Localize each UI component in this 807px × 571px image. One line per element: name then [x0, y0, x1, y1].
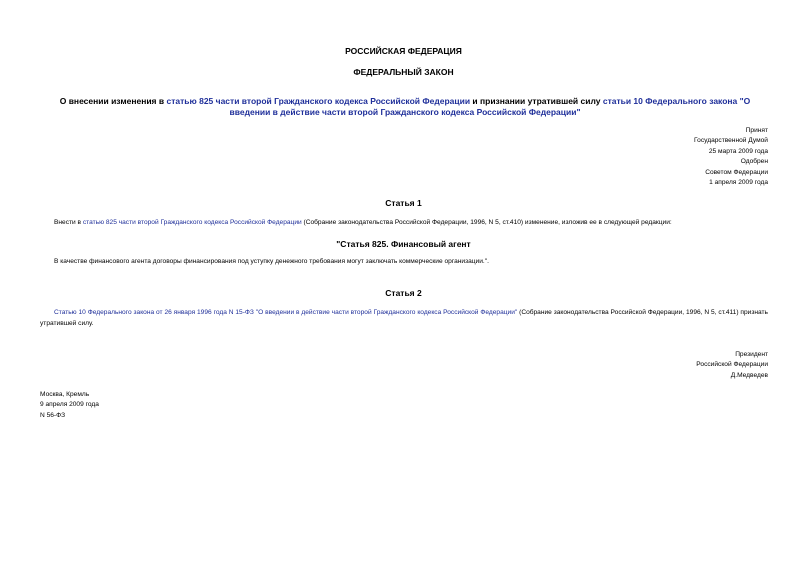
- doc-type-heading: ФЕДЕРАЛЬНЫЙ ЗАКОН: [353, 67, 454, 77]
- footer-number: N 56-ФЗ: [40, 411, 66, 419]
- adopted-label: Принят: [745, 127, 768, 134]
- signature-country: Российской Федерации: [696, 361, 768, 369]
- approved-label: Одобрен: [740, 158, 768, 166]
- article2-text-after: (Собрание законодательства Российской Федерации, 1996, N 5, ст.411) признать утратившей силу.: [40, 309, 768, 327]
- article2-text: [40, 308, 768, 329]
- adopted-by: Государственной Думой: [694, 137, 768, 145]
- approved-date: 1 апреля 2009 года: [709, 179, 768, 187]
- adopted-date: 25 марта 2009 года: [708, 147, 768, 155]
- quote-text: В качестве финансового агента договоры финансирования под уступку денежного требования могут заключать коммерческие организации.".: [54, 258, 489, 265]
- signature-block: [696, 350, 768, 381]
- article1-text: [54, 218, 672, 229]
- title-part2: и признании утратившей силу: [470, 96, 603, 106]
- article1-link-article-825[interactable]: статью 825 части второй Гражданского кодекса Российской Федерации: [82, 219, 302, 226]
- article2-link-article-10[interactable]: Статью 10 Федерального закона от 26 января 1996 года N 15-ФЗ "О введении в действие части второй Гражданского кодекса Российской Федерации": [54, 309, 518, 316]
- title-link-article-825[interactable]: статью 825 части второй Гражданского кодекса Российской Федерации: [166, 96, 471, 106]
- footer-date: 9 апреля 2009 года: [40, 401, 99, 409]
- article1-text-before: Внести в: [54, 219, 83, 226]
- adoption-block: [694, 126, 768, 188]
- signature-name: Д.Медведев: [730, 371, 768, 379]
- article1-text-after: (Собрание законодательства Российской Федерации, 1996, N 5, ст.410) изменение, изложив ее в следующей редакции:: [301, 219, 672, 226]
- approved-by: Советом Федерации: [705, 168, 768, 176]
- law-title: [40, 96, 770, 118]
- footer-block: [40, 390, 99, 421]
- title-part1: О внесении изменения в: [59, 96, 167, 106]
- quote-heading: "Статья 825. Финансовый агент: [336, 239, 471, 249]
- signature-position: Президент: [735, 351, 768, 358]
- article2-heading: Статья 2: [385, 288, 422, 298]
- title-link-article-10[interactable]: статьи 10 Федерального закона "О введении в действие части второй Гражданского кодекса Российской Федерации": [229, 96, 751, 117]
- country-heading: РОССИЙСКАЯ ФЕДЕРАЦИЯ: [345, 46, 462, 56]
- article1-heading: Статья 1: [385, 198, 422, 208]
- footer-place: Москва, Кремль: [40, 391, 90, 398]
